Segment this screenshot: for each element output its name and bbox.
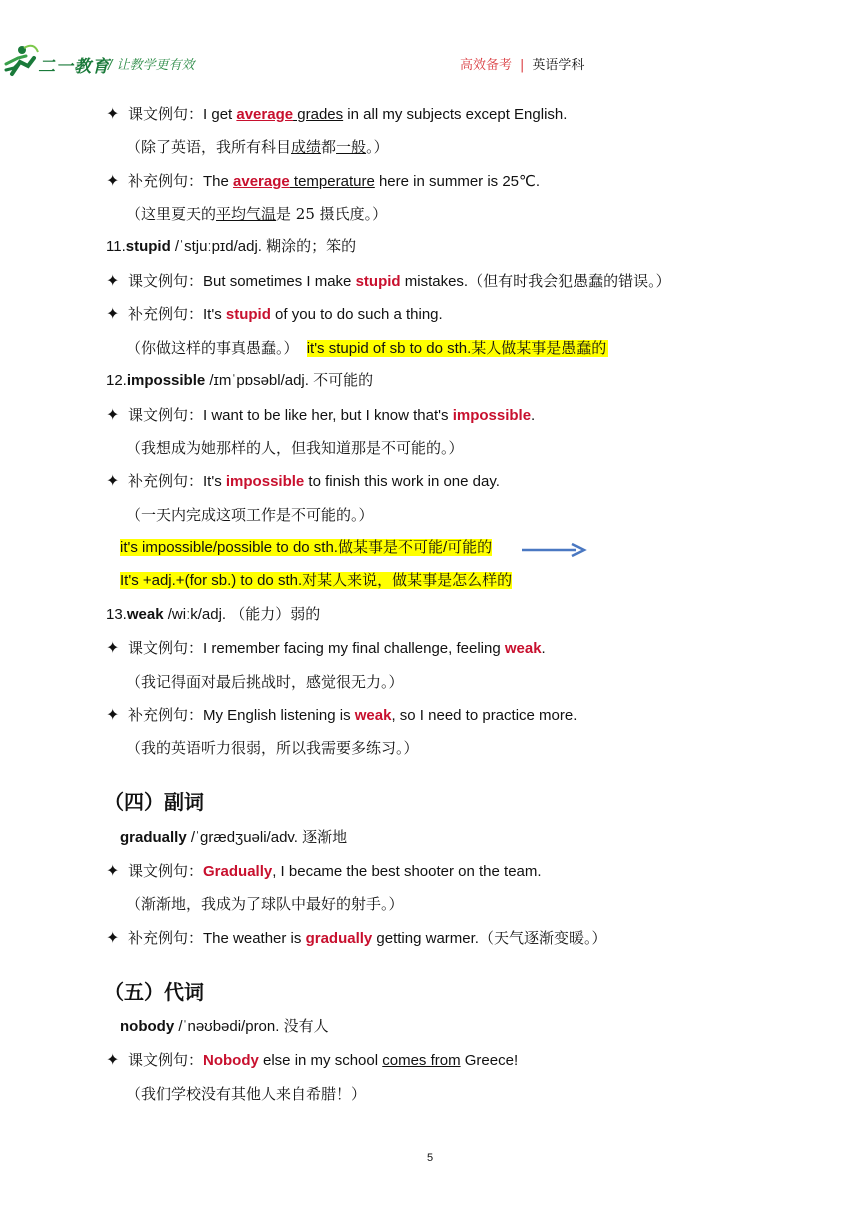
vocab-word: stupid [125,238,171,255]
section-heading-pronouns: （五）代词 [104,980,204,1004]
page-header [0,0,860,82]
bullet-star-icon: ✦ [106,1052,120,1069]
vocab-word: gradually [120,829,187,846]
stupid-text-example [106,271,671,292]
example-text: My English listening is [203,707,355,724]
underlined-text: 成绩 [291,138,322,156]
stupid-supp-example [106,304,443,325]
nobody-text-example [106,1050,518,1071]
weak-supp-translation: （我的英语听力很弱，所以我需要多练习。） [126,739,419,757]
example-text: I want to be like her, but I know that's [203,407,453,424]
bullet-star-icon: ✦ [106,106,120,123]
impossible-text-example [106,405,535,426]
gradually-supp-example [106,928,606,949]
keyword: weak [504,640,542,657]
vocab-number: 13. [106,606,127,623]
example-text: It's [203,473,226,490]
highlighted-note: It's +adj.+(for sb.) to do sth.对某人来说，做某事是怎么样的 [120,572,513,589]
bullet-star-icon: ✦ [106,930,120,947]
right-arrow-icon [520,540,588,560]
vocab-definition: /ˈnəʊbədi/pron. 没有人 [174,1018,329,1035]
example-label: 课文例句： [128,105,204,123]
example-label: 补充例句： [128,706,204,724]
gradually-text-example [106,861,542,882]
impossible-text-translation: （我想成为她那样的人，但我知道那是不可能的。） [126,439,464,457]
underlined-text: 一般 [336,138,367,156]
header-subject [460,54,584,73]
keyword: Gradually [203,863,273,880]
header-slogan: / 让教学更有效 [108,58,195,73]
bullet-star-icon: ✦ [106,707,120,724]
vocab-heading-stupid [106,237,356,257]
stupid-supp-translation [126,338,608,359]
example-text: to finish this work in one day. [304,473,500,490]
average-text-example-translation [126,137,389,157]
example-text: I get [203,106,237,123]
example-label: 课文例句： [128,639,204,657]
vocab-number: 12. [106,372,127,389]
example-text: getting warmer.（天气逐渐变暖。） [372,930,607,947]
impossible-note-2 [120,571,512,591]
bullet-star-icon: ✦ [106,173,120,190]
average-supp-example [106,171,540,192]
example-label: 补充例句： [128,172,204,190]
example-text: , so I need to practice more. [391,707,578,724]
keyword: stupid [225,306,271,323]
bullet-star-icon: ✦ [106,473,120,490]
weak-text-translation: （我记得面对最后挑战时，感觉很无力。） [126,673,404,691]
vocab-heading-weak [106,605,320,625]
vocab-heading-gradually [120,828,347,848]
example-text: here in summer is 25℃. [374,173,541,190]
keyword: average [233,173,290,190]
example-text: But sometimes I make [203,273,356,290]
example-label: 补充例句： [128,472,204,490]
translation-text: 都 [321,138,337,156]
underlined-text: temperature [289,173,375,190]
vocab-word: nobody [120,1018,175,1035]
page-number: 5 [426,1152,434,1164]
example-text: else in my school [258,1052,383,1069]
example-text: I remember facing my final challenge, feeling [203,640,505,657]
example-text: , I became the best shooter on the team. [272,863,542,880]
vocab-heading-nobody [120,1017,329,1037]
header-subject-label: 英语学科 [532,58,585,73]
example-text: The weather is [203,930,306,947]
example-text: of you to do such a thing. [270,306,443,323]
bullet-star-icon: ✦ [106,863,120,880]
example-label: 课文例句： [128,862,204,880]
vocab-definition: /wiːk/adj. （能力）弱的 [163,606,321,623]
underlined-text: grades [293,106,344,123]
average-supp-example-translation [126,204,387,224]
translation-text: （你做这样的事真愚蠢。） [126,339,299,357]
weak-text-example [106,638,546,659]
impossible-note-1 [120,538,492,558]
underlined-text: comes from [382,1052,461,1069]
vocab-definition: /ˈstjuːpɪd/adj. 糊涂的；笨的 [170,238,357,255]
highlighted-note: it's impossible/possible to do sth.做某事是不可能/可能的 [120,539,493,556]
keyword: impossible [452,407,532,424]
logo-text: 二一教育 [38,57,110,77]
translation-text: （这里夏天的 [126,205,217,223]
example-text: . [541,640,546,657]
example-label: 课文例句： [128,1051,204,1069]
keyword: Nobody [203,1052,259,1069]
vocab-word: weak [126,606,164,623]
example-label: 课文例句： [128,272,204,290]
impossible-supp-translation: （一天内完成这项工作是不可能的。） [126,506,374,524]
keyword: impossible [225,473,305,490]
keyword: average [236,106,294,123]
translation-text: （除了英语，我所有科目 [126,138,292,156]
keyword: weak [354,707,392,724]
example-text: in all my subjects except English. [343,106,568,123]
example-text: Greece! [460,1052,519,1069]
example-text: mistakes.（但有时我会犯愚蠢的错误。） [400,273,671,290]
bullet-star-icon: ✦ [106,273,120,290]
vocab-definition: /ˈɡrædʒuəli/adv. 逐渐地 [186,829,348,846]
vocab-word: impossible [126,372,206,389]
keyword: gradually [305,930,373,947]
section-heading-adverbs: （四）副词 [104,790,204,814]
header-separator: | [520,58,525,73]
vocab-heading-impossible [106,371,373,391]
example-text: The [203,173,234,190]
translation-text: 是 25 摄氏度。） [276,205,388,223]
keyword: stupid [355,273,401,290]
bullet-star-icon: ✦ [106,306,120,323]
weak-supp-example [106,705,577,726]
underlined-text: 平均气温 [216,205,277,223]
example-label: 课文例句： [128,406,204,424]
example-text: . [531,407,536,424]
nobody-text-translation: （我们学校没有其他人来自希腊！） [126,1085,367,1103]
translation-text: 。） [366,138,389,156]
vocab-number: 11. [106,238,126,255]
average-text-example [106,104,567,125]
header-exam-label: 高效备考 [460,58,513,73]
example-text: It's [203,306,226,323]
vocab-definition: /ɪmˈpɒsəbl/adj. 不可能的 [205,372,374,389]
highlighted-note: it's stupid of sb to do sth.某人做某事是愚蠢的 [306,340,607,357]
example-label: 补充例句： [128,929,204,947]
example-label: 补充例句： [128,305,204,323]
gradually-text-translation: （渐渐地，我成为了球队中最好的射手。） [126,895,404,913]
impossible-supp-example [106,471,500,492]
bullet-star-icon: ✦ [106,640,120,657]
bullet-star-icon: ✦ [106,407,120,424]
